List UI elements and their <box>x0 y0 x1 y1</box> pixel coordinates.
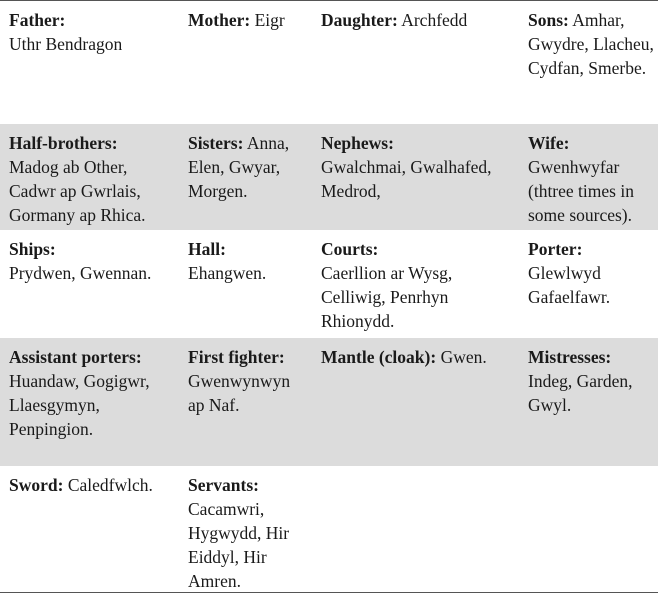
table-cell-wife <box>519 124 658 230</box>
cell-label: Sons: <box>528 10 569 30</box>
cell-text: Ehangwen. <box>188 263 267 283</box>
cell-text: Glewlwyd Gafaelfawr. <box>528 263 611 307</box>
cell-label: Wife: <box>528 133 570 153</box>
cell-text: Archfedd <box>397 10 468 30</box>
table-cell-first-fighter <box>179 338 312 466</box>
cell-label: Sisters: <box>188 133 244 153</box>
table-cell-porter <box>519 230 658 338</box>
table-cell-half-brothers <box>0 124 179 230</box>
table-cell-sisters <box>179 124 312 230</box>
cell-label: Half-brothers: <box>9 133 118 153</box>
cell-label: Ships: <box>9 239 56 259</box>
cell-text: Amhar, Gwydre, Llacheu, Cydfan, Smerbe. <box>528 10 654 78</box>
cell-text: Caerllion ar Wysg, Celliwig, Penrhyn Rhionydd. <box>321 263 453 331</box>
cell-label: Daughter: <box>321 10 398 30</box>
cell-text: Anna, Elen, Gwyar, Morgen. <box>188 133 290 201</box>
table-cell-courts <box>312 230 519 338</box>
cell-label: Mantle (cloak): <box>321 347 437 367</box>
cell-text: Huandaw, Gogigwr, Llaesgymyn, Penpingion. <box>9 371 150 439</box>
table-cell-nephews <box>312 124 519 230</box>
table-row <box>0 338 658 466</box>
table-cell-daughter <box>312 1 519 124</box>
table-cell-sword <box>0 466 179 592</box>
cell-label: Porter: <box>528 239 583 259</box>
table-cell-mantle <box>312 338 519 466</box>
cell-label: Mistresses: <box>528 347 612 367</box>
cell-text: Prydwen, Gwennan. <box>9 263 152 283</box>
cell-text: Madog ab Other, Cadwr ap Gwrlais, Gormany ap Rhica. <box>9 157 146 225</box>
cell-label: Hall: <box>188 239 226 259</box>
cell-text: Eigr <box>250 10 285 30</box>
cell-label: Nephews: <box>321 133 394 153</box>
table-row <box>0 124 658 230</box>
table-cell-hall <box>179 230 312 338</box>
cell-label: Servants: <box>188 475 259 495</box>
cell-text: Cacamwri, Hygwydd, Hir Eiddyl, Hir Amren. <box>188 499 290 591</box>
cell-text: Uthr Bendragon <box>9 34 123 54</box>
cell-label: Courts: <box>321 239 379 259</box>
table-cell-servants <box>179 466 312 592</box>
table-cell-ships <box>0 230 179 338</box>
cell-text: Gwenwynwyn ap Naf. <box>188 371 291 415</box>
cell-text: Indeg, Garden, Gwyl. <box>528 371 633 415</box>
cell-text: Gwen. <box>436 347 487 367</box>
cell-label: Mother: <box>188 10 251 30</box>
table-cell-empty <box>519 466 658 592</box>
table-row <box>0 1 658 124</box>
cell-text: Gwenhwyfar (thtree times in some sources). <box>528 157 634 225</box>
cell-label: First fighter: <box>188 347 285 367</box>
cell-text: Caledfwlch. <box>63 475 153 495</box>
table-cell-mistresses <box>519 338 658 466</box>
cell-text: Gwalchmai, Gwalhafed, Medrod, <box>321 157 492 201</box>
cell-label: Sword: <box>9 475 64 495</box>
table-row <box>0 230 658 338</box>
table-row <box>0 466 658 592</box>
table-cell-empty <box>312 466 519 592</box>
table-cell-mother <box>179 1 312 124</box>
table-cell-father <box>0 1 179 124</box>
cell-label: Assistant porters: <box>9 347 142 367</box>
table-cell-sons <box>519 1 658 124</box>
table-cell-assistant-porters <box>0 338 179 466</box>
cell-label: Father: <box>9 10 66 30</box>
